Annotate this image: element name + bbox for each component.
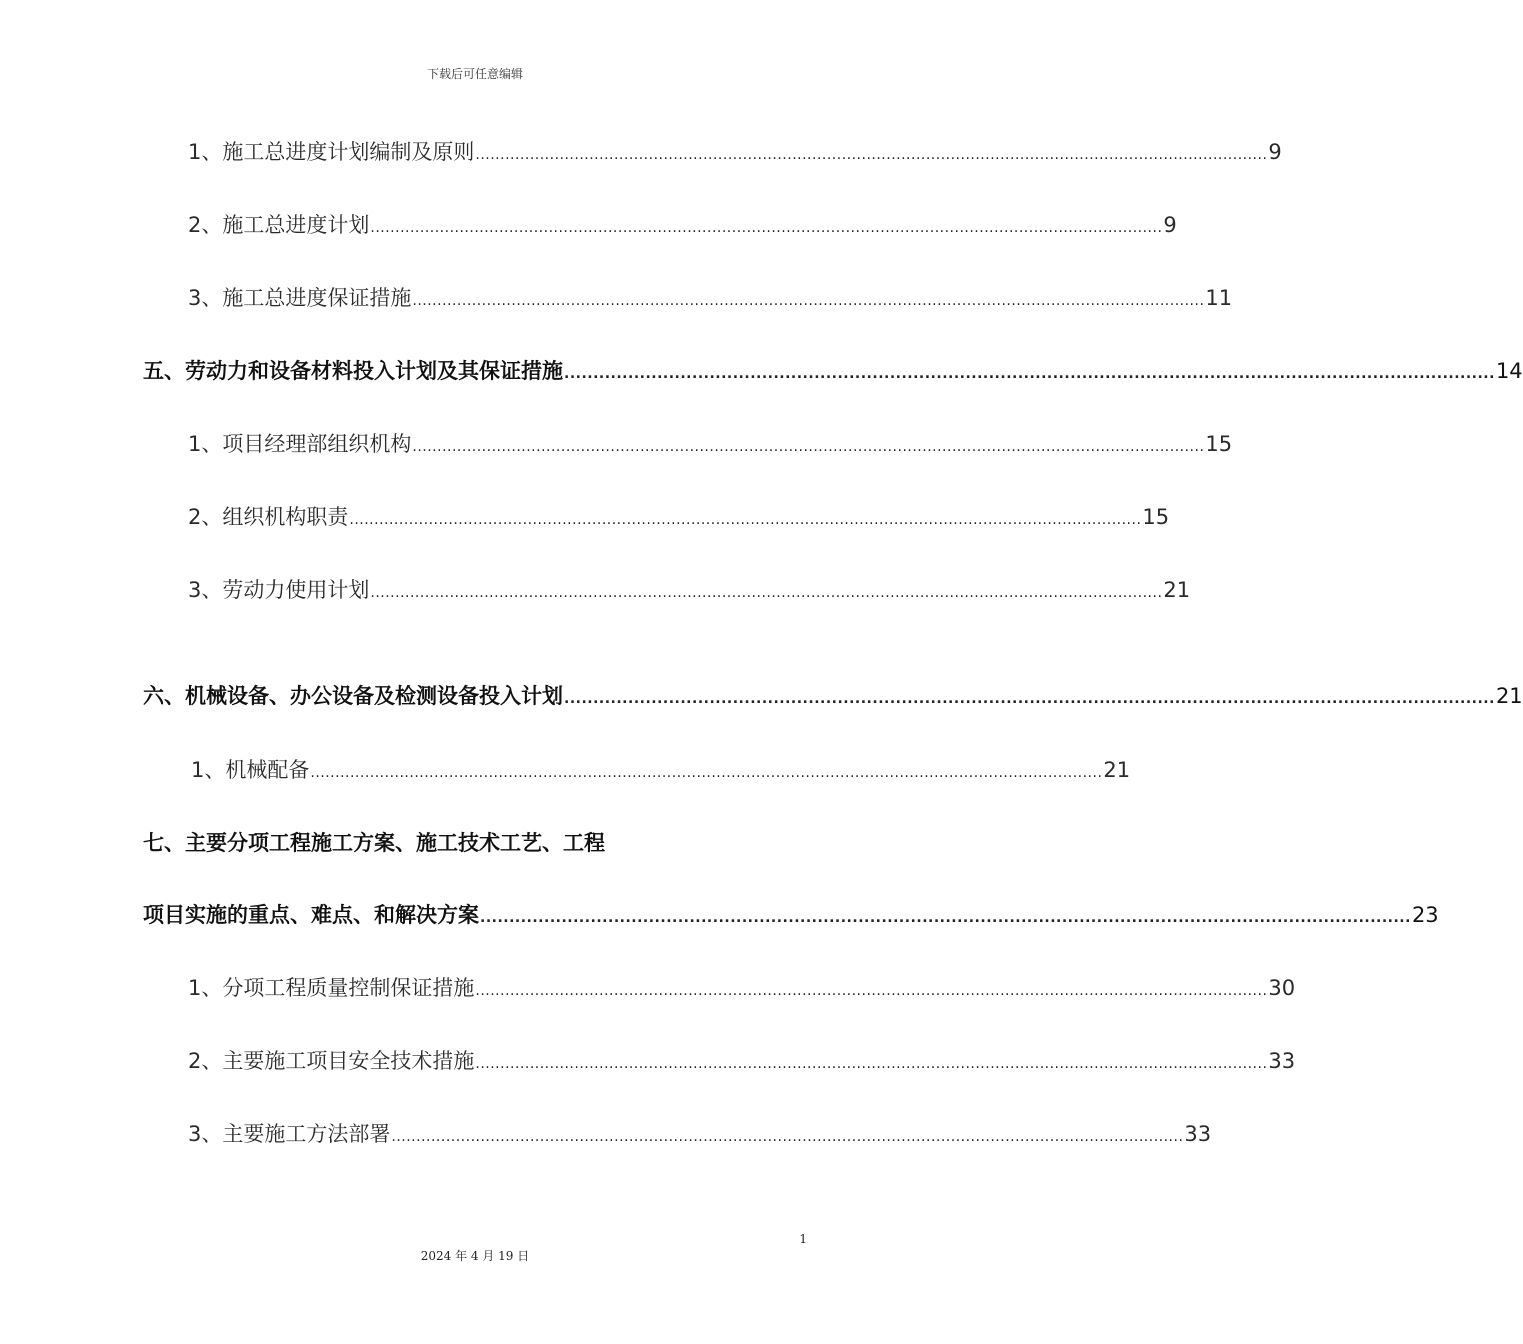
toc-entry-title: 1、分项工程质量控制保证措施: [188, 976, 475, 1000]
dot-leader: ................................................................................................................................................................: [475, 1056, 1268, 1072]
toc-entry-page: 9: [1163, 213, 1177, 237]
toc-entry[interactable]: [188, 136, 1282, 168]
toc-entry-page: 15: [1142, 505, 1170, 529]
dot-leader: ................................................................................................................................................................: [480, 910, 1411, 926]
toc-entry[interactable]: [188, 428, 1233, 460]
toc-entry-title: 3、主要施工方法部署: [188, 1122, 391, 1146]
toc-entry[interactable]: [188, 282, 1233, 314]
dot-leader: ................................................................................................................................................................: [475, 147, 1268, 163]
toc-entry-title: 七、主要分项工程施工方案、施工技术工艺、工程: [143, 831, 605, 855]
dot-leader: ................................................................................................................................................................: [310, 765, 1103, 781]
toc-entry-page: 21: [1495, 684, 1523, 708]
toc-entry-title: 3、施工总进度保证措施: [188, 286, 412, 310]
toc-entry[interactable]: [188, 1118, 1212, 1150]
toc-entry-page: 23: [1411, 903, 1439, 927]
dot-leader: ................................................................................................................................................................: [412, 293, 1205, 309]
toc-entry-title: 项目实施的重点、难点、和解决方案: [143, 903, 479, 927]
toc-entry-page: 21: [1103, 758, 1131, 782]
toc-entry[interactable]: [188, 972, 1296, 1004]
dot-leader: ................................................................................................................................................................: [370, 585, 1163, 601]
toc-entry-page: 30: [1268, 976, 1296, 1000]
toc-entry-title: 五、劳动力和设备材料投入计划及其保证措施: [143, 359, 563, 383]
toc-entry-title: 1、机械配备: [191, 758, 310, 782]
toc-entry-page: 11: [1205, 286, 1233, 310]
toc-entry-title: 2、主要施工项目安全技术措施: [188, 1049, 475, 1073]
dot-leader: ................................................................................................................................................................: [564, 691, 1495, 707]
toc-section-entry[interactable]: [143, 355, 1523, 387]
toc-section-entry-continued[interactable]: [143, 899, 1439, 931]
toc-entry-page: 21: [1163, 578, 1191, 602]
page-number: 1: [799, 1232, 807, 1246]
dot-leader: ................................................................................................................................................................: [370, 220, 1163, 236]
page-footer-date: 2024 年 4 月 19 日: [420, 1249, 530, 1263]
toc-entry[interactable]: [188, 501, 1170, 533]
toc-entry-page: 33: [1268, 1049, 1296, 1073]
toc-entry-title: 2、施工总进度计划: [188, 213, 370, 237]
toc-entry[interactable]: [188, 1045, 1296, 1077]
toc-section-entry[interactable]: [143, 827, 605, 859]
toc-entry-page: 15: [1205, 432, 1233, 456]
toc-section-entry[interactable]: [143, 680, 1523, 712]
toc-entry[interactable]: [188, 574, 1191, 606]
dot-leader: ................................................................................................................................................................: [349, 512, 1142, 528]
page-header: 下载后可任意编辑: [426, 67, 523, 81]
toc-entry[interactable]: [188, 209, 1177, 241]
toc-entry-title: 1、施工总进度计划编制及原则: [188, 140, 475, 164]
dot-leader: ................................................................................................................................................................: [391, 1129, 1184, 1145]
toc-entry-title: 2、组织机构职责: [188, 505, 349, 529]
toc-entry[interactable]: [191, 754, 1131, 786]
dot-leader: ................................................................................................................................................................: [475, 983, 1268, 999]
toc-entry-title: 3、劳动力使用计划: [188, 578, 370, 602]
toc-entry-title: 六、机械设备、办公设备及检测设备投入计划: [143, 684, 563, 708]
toc-entry-title: 1、项目经理部组织机构: [188, 432, 412, 456]
dot-leader: ................................................................................................................................................................: [412, 439, 1205, 455]
toc-entry-page: 33: [1184, 1122, 1212, 1146]
toc-entry-page: 9: [1268, 140, 1282, 164]
toc-entry-page: 14: [1495, 359, 1523, 383]
dot-leader: ................................................................................................................................................................: [564, 366, 1495, 382]
